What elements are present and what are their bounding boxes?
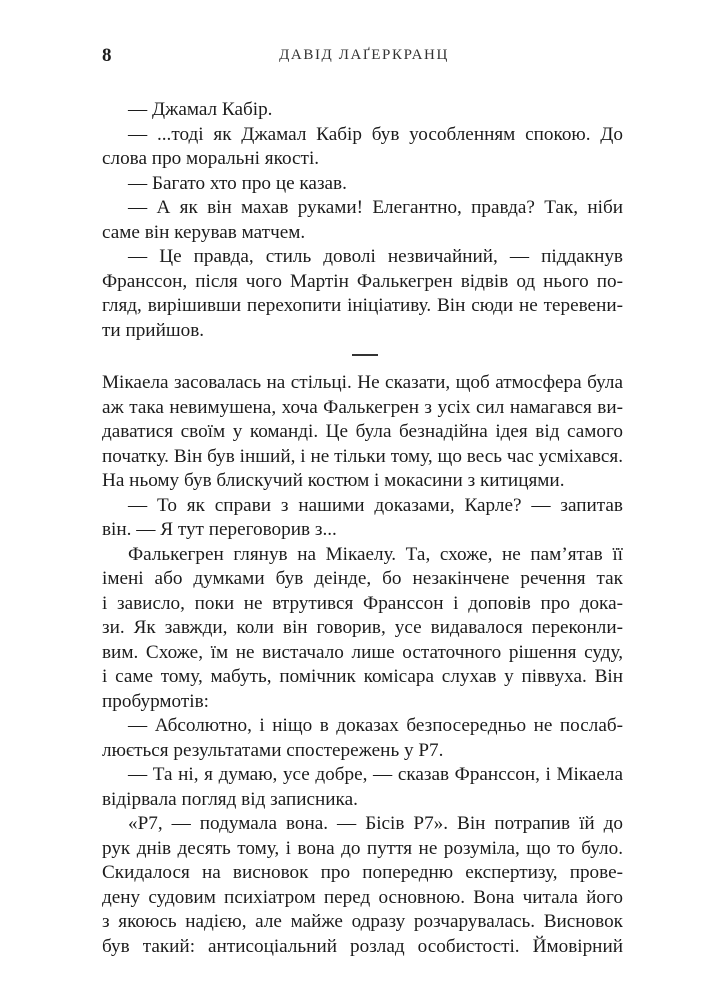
paragraph bbox=[102, 543, 623, 715]
text-line: — Абсолютно, і ніщо в доказах безпосередньо не послаб- bbox=[128, 715, 623, 736]
paragraph bbox=[102, 371, 623, 494]
paragraph bbox=[102, 123, 623, 172]
text-line: Франссон, після чого Мартін Фалькегрен відвів од нього по- bbox=[102, 270, 623, 292]
paragraph bbox=[102, 763, 623, 812]
paragraph bbox=[102, 172, 623, 197]
text-line: — Це правда, стиль доволі незвичайний, — піддакнув bbox=[128, 246, 623, 267]
text-line: гляд, вирішивши перехопити ініціативу. Він сюди не теревени- bbox=[102, 295, 623, 316]
text-line: саме він керував матчем. bbox=[102, 221, 306, 243]
paragraph bbox=[102, 245, 623, 343]
text-line: люється результатами спостережень у Р7. bbox=[102, 739, 444, 761]
paragraph bbox=[102, 812, 623, 959]
text-line: і зависло, поки не втрутився Франссон і доповів про дока- bbox=[102, 592, 623, 614]
text-line: початку. Він був інший, і не тільки тому, що весь час усміхався. bbox=[102, 445, 623, 467]
text-line: слова про моральні якості. bbox=[102, 148, 320, 169]
text-line: аж така невимушена, хоча Фалькегрен з усіх сил намагався ви- bbox=[102, 396, 623, 418]
running-title: ДАВІД ЛАҐЕРКРАНЦ bbox=[279, 47, 449, 63]
text-line: На ньому був блискучий костюм і мокасини з китицями. bbox=[102, 470, 565, 491]
text-line: — ...тоді як Джамал Кабір був уособленням спокою. До bbox=[128, 123, 623, 145]
paragraph bbox=[102, 98, 623, 123]
page-number: 8 bbox=[102, 45, 112, 66]
section-separator bbox=[352, 354, 378, 356]
text-line: — Та ні, я думаю, усе добре, — сказав Франссон, і Мікаела bbox=[128, 764, 623, 785]
paragraph bbox=[102, 196, 623, 245]
text-line: ти прийшов. bbox=[102, 319, 205, 341]
text-line: Мікаела засовалась на стільці. Не сказати, щоб атмосфера була bbox=[102, 372, 623, 393]
text-line: і саме тому, мабуть, помічник комісара слухав у піввуха. Він bbox=[102, 666, 623, 687]
paragraph bbox=[102, 714, 623, 763]
text-line: рук днів десять тому, і вона до пуття не розуміла, що то було. bbox=[102, 837, 623, 859]
text-line: «Р7, — подумала вона. — Бісів Р7». Він потрапив їй до bbox=[128, 813, 623, 834]
text-line: він. — Я тут переговорив з... bbox=[102, 519, 337, 540]
text-line: дену судовим психіатром перед основною. Вона читала його bbox=[102, 886, 623, 908]
text-section-top bbox=[102, 98, 623, 343]
paragraph bbox=[102, 494, 623, 543]
text-line: відірвала погляд від записника. bbox=[102, 788, 358, 810]
text-section-bottom bbox=[102, 371, 623, 959]
text-line: зи. Як завжди, коли він говорив, усе видавалося переконли- bbox=[102, 617, 623, 638]
text-line: — Багато хто про це казав. bbox=[128, 172, 347, 194]
text-line: Скидалося на висновок про попередню експертизу, прове- bbox=[102, 862, 623, 883]
text-line: — То як справи з нашими доказами, Карле? — запитав bbox=[128, 494, 623, 516]
text-line: — А як він махав руками! Елегантно, правда? Так, ніби bbox=[128, 197, 623, 218]
text-line: був такий: антисоціальний розлад особистості. Ймовірний bbox=[102, 935, 623, 957]
text-line: вим. Схоже, їм не вистачало лише остаточного рішення суду, bbox=[102, 641, 623, 663]
text-line: пробурмотів: bbox=[102, 690, 209, 712]
text-line: з якоюсь надією, але майже одразу розчарувалась. Висновок bbox=[102, 911, 623, 932]
text-line: — Джамал Кабір. bbox=[128, 99, 273, 120]
text-line: Фалькегрен глянув на Мікаелу. Та, схоже, не пам’ятав її bbox=[128, 543, 623, 565]
text-line: імені або думками був деінде, бо незакінчене речення так bbox=[102, 568, 623, 589]
text-line: даватися своїм у команді. Це була безнадійна ідея від самого bbox=[102, 421, 623, 442]
